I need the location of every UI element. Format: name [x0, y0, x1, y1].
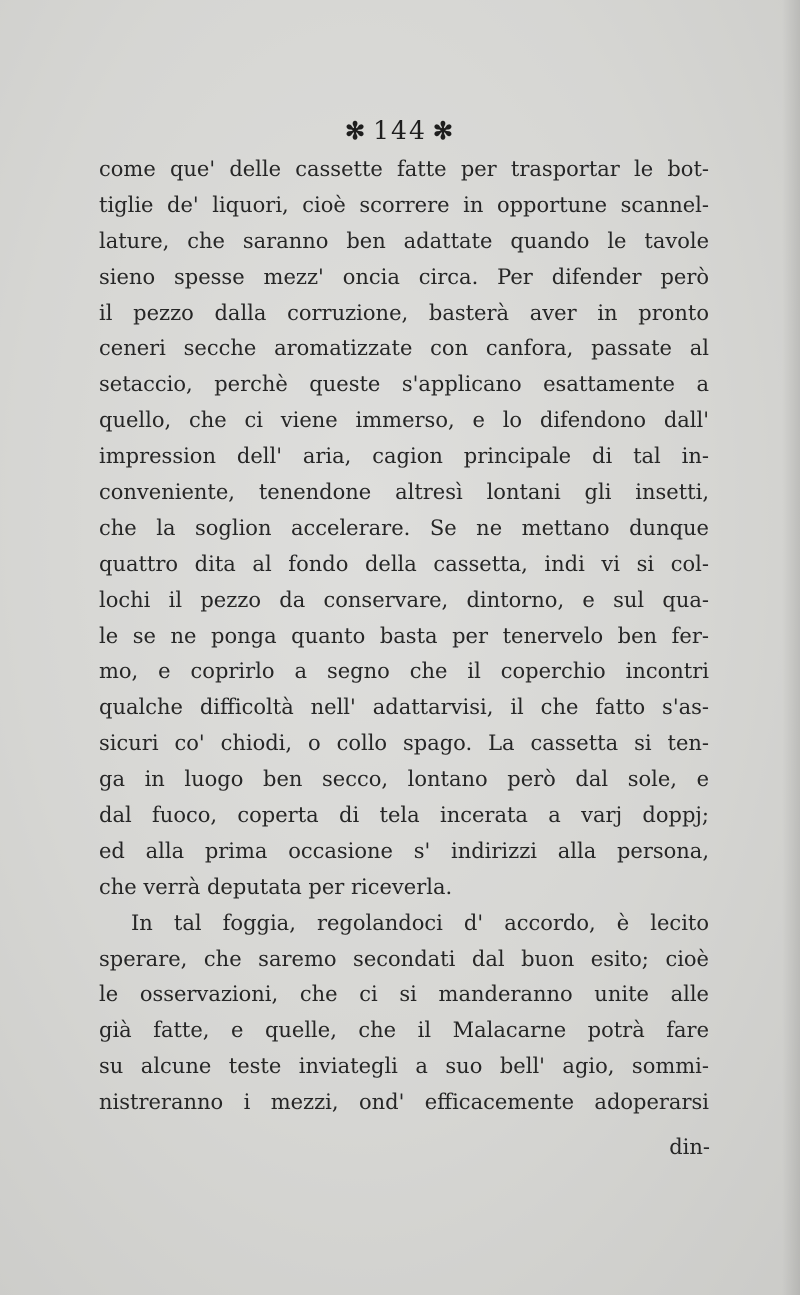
body-text [99, 152, 709, 1121]
text-line: impression dell' aria, cagion principale di tal in- [99, 444, 709, 469]
ornament-left-icon: ✻ [345, 116, 368, 145]
text-line: qualche difficoltà nell' adattarvisi, il che fatto s'as- [99, 695, 709, 720]
text-line: quattro dita al fondo della cassetta, indi vi si col- [99, 551, 709, 576]
text-line: che la soglion accelerare. Se ne mettano dunque [99, 515, 709, 540]
text-line: sicuri co' chiodi, o collo spago. La cassetta si ten- [99, 731, 709, 756]
page-number: 144 [373, 116, 427, 145]
text-line: tiglie de' liquori, cioè scorrere in opportune scannel- [99, 192, 709, 217]
text-line: ceneri secche aromatizzate con canfora, passate al [99, 336, 709, 361]
text-line: sieno spesse mezz' oncia circa. Per difender però [99, 264, 709, 289]
text-line: lochi il pezzo da conservare, dintorno, e sul qua- [99, 587, 709, 612]
text-line: nistreranno i mezzi, ond' efficacemente adoperarsi [99, 1090, 709, 1115]
page-edge-shadow [782, 0, 800, 1295]
text-line: sperare, che saremo secondati dal buon esito; cioè [99, 946, 709, 971]
text-line: ga in luogo ben secco, lontano però dal sole, e [99, 767, 709, 792]
text-line: lature, che saranno ben adattate quando le tavole [99, 228, 709, 253]
text-line: già fatte, e quelle, che il Malacarne potrà fare [99, 1018, 709, 1043]
paragraph-end-line: che verrà deputata per riceverla. [99, 874, 453, 899]
catchword: din- [669, 1135, 710, 1159]
text-line: come que' delle cassette fatte per trasportar le bot- [99, 157, 709, 181]
text-line: conveniente, tenendone altresì lontani gli insetti, [99, 480, 709, 505]
text-line: su alcune teste inviategli a suo bell' agio, sommi- [99, 1054, 709, 1079]
text-line: le se ne ponga quanto basta per tenervelo ben fer- [99, 623, 709, 648]
text-line: dal fuoco, coperta di tela incerata a varj doppj; [99, 803, 709, 828]
text-line: il pezzo dalla corruzione, basterà aver in pronto [99, 300, 709, 325]
text-line: le osservazioni, che ci si manderanno unite alle [99, 982, 709, 1007]
text-line: mo, e coprirlo a segno che il coperchio incontri [99, 659, 709, 684]
ornament-right-icon: ✻ [432, 116, 455, 145]
text-line: setaccio, perchè queste s'applicano esattamente a [99, 372, 709, 397]
text-line: ed alla prima occasione s' indirizzi alla persona, [99, 838, 709, 863]
text-line: quello, che ci viene immerso, e lo difendono dall' [99, 408, 709, 433]
page-header [0, 116, 800, 145]
paragraph-start-line: In tal foggia, regolandoci d' accordo, è lecito [131, 910, 709, 935]
